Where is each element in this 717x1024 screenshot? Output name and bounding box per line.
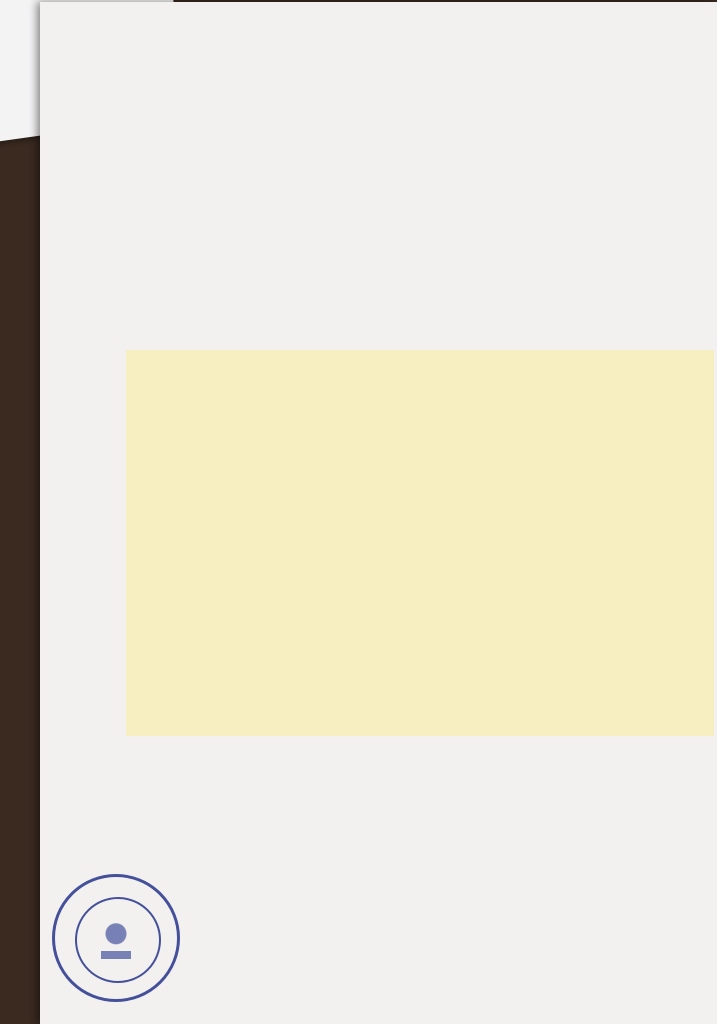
document-page xyxy=(40,2,717,1024)
official-seal xyxy=(52,874,180,1002)
emblem-icon xyxy=(93,913,139,965)
highlight-region xyxy=(126,350,714,736)
